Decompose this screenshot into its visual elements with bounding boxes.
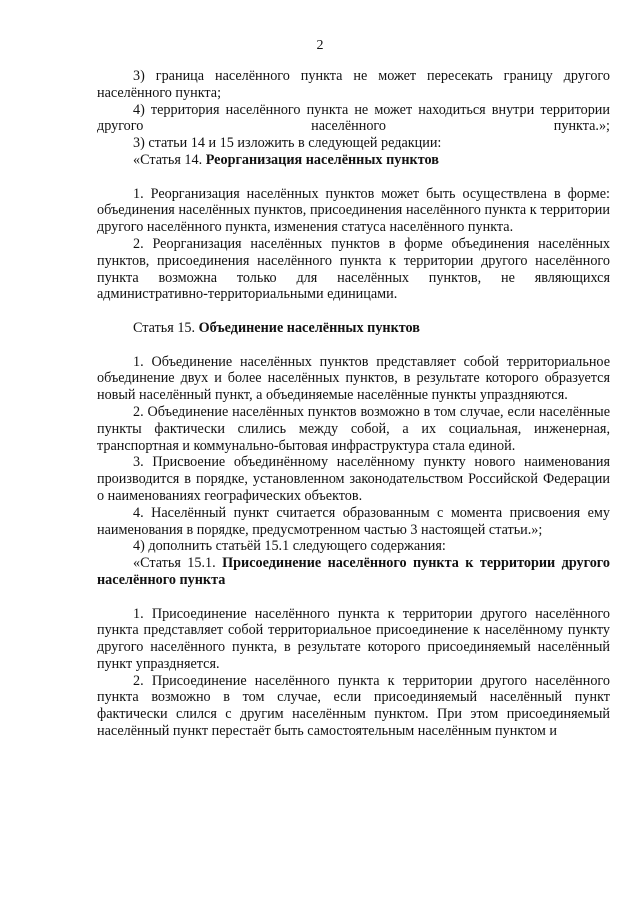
spacer — [97, 303, 610, 320]
article-15-heading — [97, 320, 610, 337]
spacer — [97, 589, 610, 606]
document-body — [97, 68, 610, 740]
paragraph-item-4: 4) территория населённого пункта не может находиться внутри территории другого населённого пункта.»; — [97, 101, 610, 135]
article-15-1-heading — [97, 555, 610, 589]
paragraph-amendment-3: 3) статьи 14 и 15 изложить в следующей редакции: — [133, 135, 442, 152]
article-15-1-title: Присоединение населённого пункта к территории другого населённого пункта — [97, 555, 610, 588]
article-14-heading — [97, 152, 610, 169]
article-14-part-2: 2. Реорганизация населённых пунктов в форме объединения населённых пунктов, присоединения населённого пункта к территории другого населённого пункта возможна только для населённых пунктов, не являющихся административно-территориальными единицами. — [97, 235, 610, 303]
article-15-part-2: 2. Объединение населённых пунктов возможно в том случае, если населённые пункты фактически слились между собой, а их социальная, инженерная, транспортная и коммунально-бытовая инфраструктура стала единой. — [97, 403, 610, 454]
article-14-part-1: 1. Реорганизация населённых пунктов может быть осуществлена в форме: объединения населённых пунктов, присоединения населённого пункта к территории другого населённого пункта, изменения статуса населённого пункта. — [97, 185, 610, 236]
article-15-1-prefix: «Статья 15.1. — [133, 555, 223, 572]
spacer — [97, 169, 610, 186]
article-15-title: Объединение населённых пунктов — [198, 319, 420, 336]
article-15-1-part-2: 2. Присоединение населённого пункта к территории другого населённого пункта возможно в том случае, если присоединяемый населённый пункт фактически слился с другим населённым пунктом. При этом присоединяемый населённый пункт перестаёт быть самостоятельным населённым пунктом и — [97, 672, 610, 740]
article-15-1-part-1: 1. Присоединение населённого пункта к территории другого населённого пункта представляет собой территориальное присоединение к населённому пункту другого населённого пункта, в результате которого присоединяемый населённый пункт упраздняется. — [97, 605, 610, 672]
page-number: 2 — [316, 38, 324, 53]
article-15-part-1: 1. Объединение населённых пунктов представляет собой территориальное объединение двух и более населённых пунктов, в результате которого образуется новый населённый пункт, а объединяемые населённые пункты упраздняются. — [97, 353, 610, 404]
spacer — [97, 337, 610, 354]
paragraph-item-3: 3) граница населённого пункта не может пересекать границу другого населённого пункта; — [97, 68, 610, 101]
article-14-title: Реорганизация населённых пунктов — [205, 151, 439, 168]
paragraph-amendment-4: 4) дополнить статьёй 15.1 следующего содержания: — [133, 538, 446, 555]
article-15-part-3: 3. Присвоение объединённому населённому пункту нового наименования производится в порядке, установленном законодательством Российской Федерации о наименованиях географических объектов. — [97, 454, 610, 504]
article-15-part-4: 4. Населённый пункт считается образованным с момента присвоения ему наименования в порядке, предусмотренном частью 3 настоящей статьи.»; — [97, 504, 610, 538]
article-15-prefix: Статья 15. — [133, 319, 199, 336]
article-14-prefix: «Статья 14. — [133, 151, 206, 168]
